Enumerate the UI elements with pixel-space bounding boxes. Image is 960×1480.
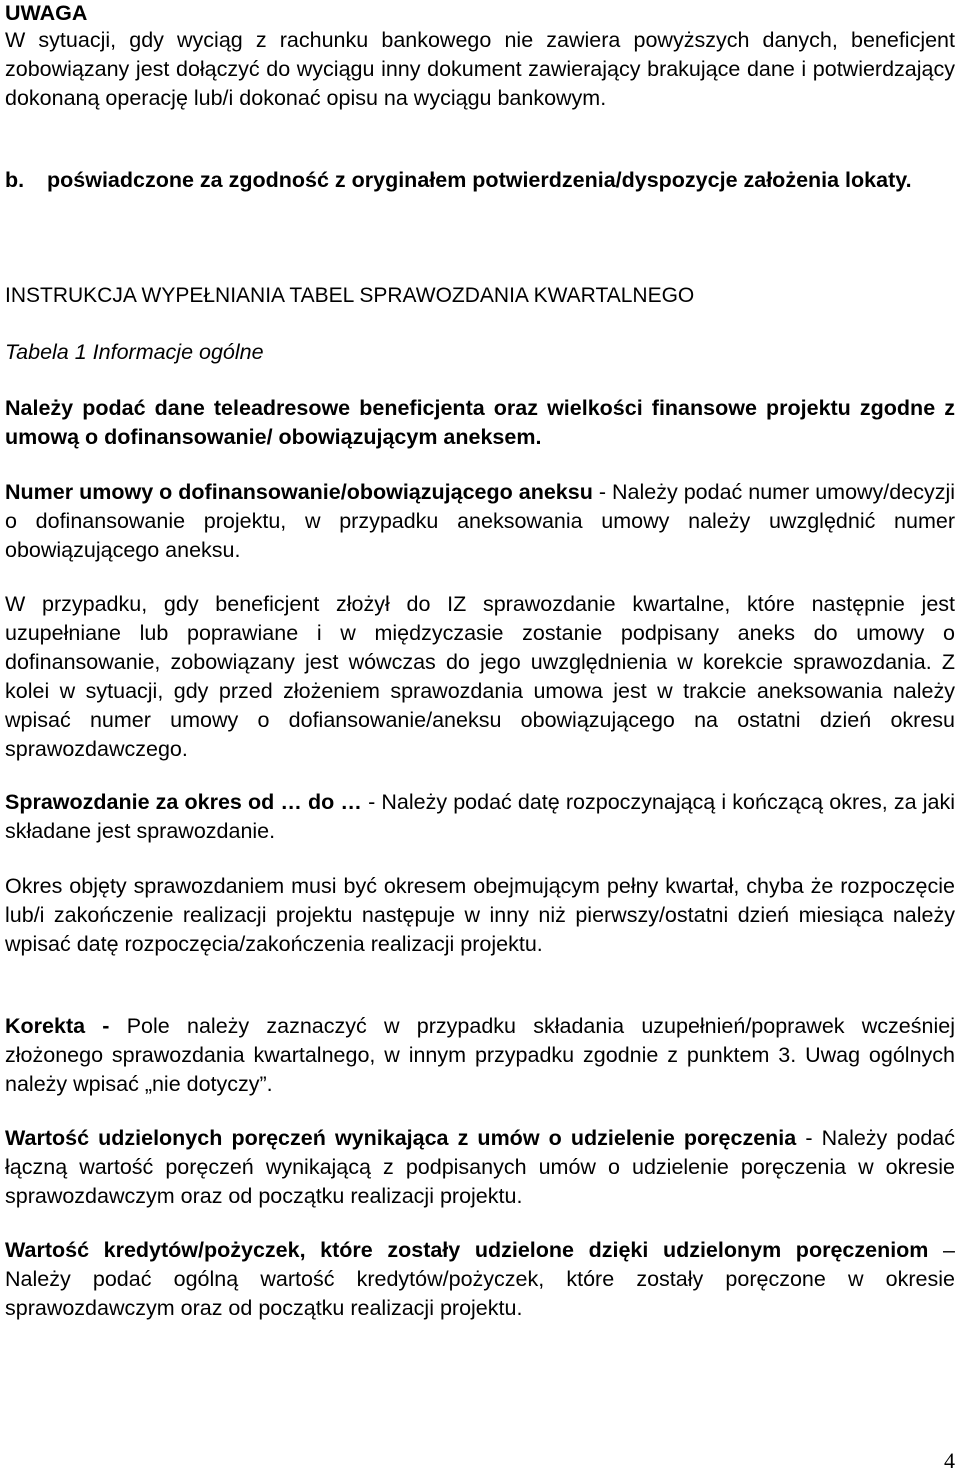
instructions-heading: INSTRUKCJA WYPEŁNIANIA TABEL SPRAWOZDANIA KWARTALNEGO xyxy=(5,284,695,307)
warning-paragraph: W sytuacji, gdy wyciąg z rachunku bankowego nie zawiera powyższych danych, beneficjent zobowiązany jest dołączyć do wyciągu inny dokument zawierający brakujące dane i potwierdzający dokonaną operację lub/i dokonać opisu na wyciągu bankowym. xyxy=(5,28,955,110)
correction-term: Korekta - xyxy=(5,1014,110,1038)
guarantee-value-text: - Należy podać łączną wartość poręczeń wynikającą z podpisanych umów o udzielenie poręczenia w okresie sprawozdawczym oraz od początku realizacji projektu. xyxy=(5,1126,955,1208)
correction-text: Pole należy zaznaczyć w przypadku składania uzupełnień/poprawek wcześniej złożonego sprawozdania kwartalnego, w innym przypadku zgodnie z punktem 3. Uwag ogólnych należy wpisać „nie dotyczy”. xyxy=(5,1014,955,1096)
period-scope-paragraph: Okres objęty sprawozdaniem musi być okresem obejmującym pełny kwartał, chyba że rozpoczęcie lub/i zakończenie realizacji projektu następuje w inny niż pierwszy/ostatni dzień miesiąca należy wpisać datę rozpoczęcia/zakończenia realizacji projektu. xyxy=(5,874,955,956)
list-marker: b. xyxy=(5,168,25,192)
contract-number-paragraph xyxy=(5,478,955,565)
list-item-text: poświadczone za zgodność z oryginałem potwierdzenia/dyspozycje założenia lokaty. xyxy=(47,168,912,192)
page-number: 4 xyxy=(944,1448,955,1473)
period-paragraph xyxy=(5,788,955,846)
period-text: - Należy podać datę rozpoczynającą i kończącą okres, za jaki składane jest sprawozdanie. xyxy=(5,790,956,843)
warning-heading: UWAGA xyxy=(5,1,88,25)
guarantee-value-paragraph xyxy=(5,1124,955,1211)
list-item-b xyxy=(5,166,955,195)
guarantee-value-term: Wartość udzielonych poręczeń wynikająca z umów o udzielenie poręczenia xyxy=(5,1126,797,1150)
table-title: Tabela 1 Informacje ogólne xyxy=(5,340,264,364)
amendment-note-paragraph: W przypadku, gdy beneficjent złożył do IZ sprawozdanie kwartalne, które następnie jest uzupełniane lub poprawiane i w międzyczasie zostanie podpisany aneks do umowy o dofinansowanie, zobowiązany jest wówczas do jego uwzględnienia w korekcie sprawozdania. Z kolei w sytuacji, gdy przed złożeniem sprawozdania umowa jest w trakcie aneksowania należy wpisać numer umowy o dofiansowanie/aneksu obowiązującego na ostatni dzień okresu sprawozdawczego. xyxy=(5,592,955,761)
intro-paragraph: Należy podać dane teleadresowe beneficjenta oraz wielkości finansowe projektu zgodne z umową o dofinansowanie/ obowiązującym aneksem. xyxy=(5,396,955,449)
period-term: Sprawozdanie za okres od … do … xyxy=(5,790,362,814)
correction-paragraph xyxy=(5,1012,955,1099)
loans-value-paragraph xyxy=(5,1236,955,1323)
contract-number-term: Numer umowy o dofinansowanie/obowiązującego aneksu xyxy=(5,480,593,504)
loans-value-term: Wartość kredytów/pożyczek, które zostały udzielone dzięki udzielonym poręczeniom xyxy=(5,1238,929,1262)
loans-value-text: – Należy podać ogólną wartość kredytów/pożyczek, które zostały poręczone w okresie sprawozdawczym oraz od początku realizacji projektu. xyxy=(5,1238,955,1320)
contract-number-text: - Należy podać numer umowy/decyzji o dofinansowanie projektu, w przypadku aneksowania umowy należy uwzględnić numer obowiązującego aneksu. xyxy=(5,480,955,562)
